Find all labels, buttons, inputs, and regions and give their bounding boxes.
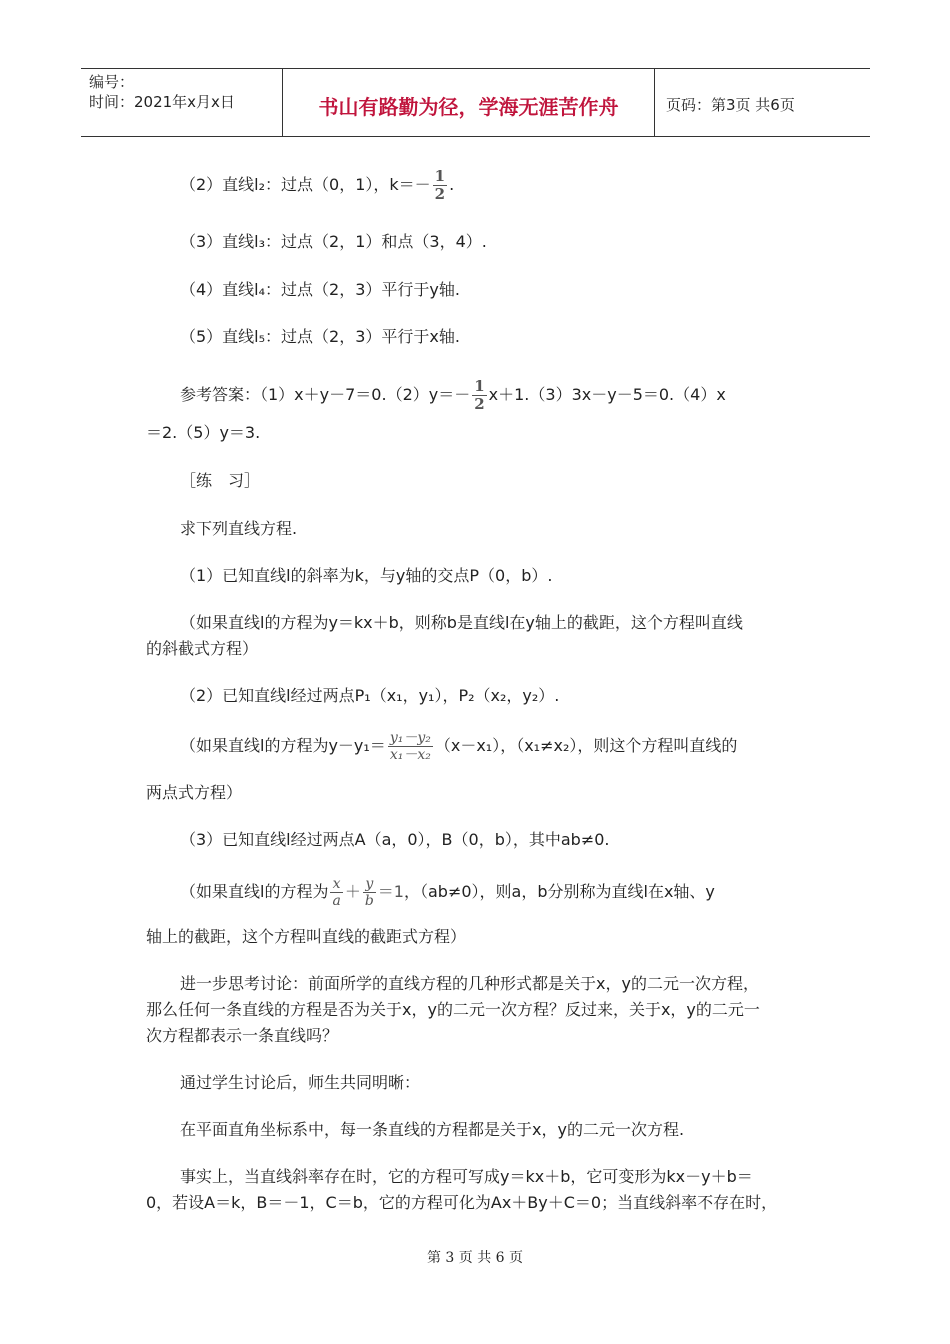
header-page-cell (654, 69, 870, 136)
q2-note-text-b: （x－x₁），（x₁≠x₂），则这个方程叫直线的 (434, 736, 738, 755)
think-line-b: 那么任何一条直线的方程是否为关于x，y的二元一次方程？反过来，关于x，y的二元一 (146, 1000, 760, 1019)
question-3: （3）已知直线l经过两点A（a，0），B（0，b），其中ab≠0. (180, 830, 610, 849)
practice-heading: ［练 习］ (180, 471, 261, 490)
item-l2-end: . (449, 175, 455, 194)
task-line: 求下列直线方程. (180, 519, 298, 538)
fraction-x-over-a (330, 876, 342, 909)
q2-note-text-a: （如果直线l的方程为y－y₁＝ (180, 736, 386, 755)
question-3-note-c: 轴上的截距，这个方程叫直线的截距式方程） (146, 927, 467, 946)
question-3-note-a (180, 876, 715, 909)
page-label: 页码：第3页 共6页 (666, 96, 795, 114)
page-header (81, 68, 870, 137)
item-l3: （3）直线l₃：过点（2，1）和点（3，4）. (180, 232, 487, 251)
q3-note-text-b: ，（ab≠0），则a，b分别称为直线l在x轴、y (403, 882, 715, 901)
question-2-note-a (180, 730, 737, 763)
motto: 书山有路勤为径，学海无涯苦作舟 (318, 95, 619, 119)
answer-line-2: ＝2.（5）y＝3. (146, 423, 261, 442)
question-2-note-c: 两点式方程） (146, 783, 243, 802)
think-line-a: 进一步思考讨论：前面所学的直线方程的几种形式都是关于x，y的二元一次方程， (180, 974, 759, 993)
item-l5: （5）直线l₅：过点（2，3）平行于x轴. (180, 327, 460, 346)
fraction-two-point (388, 730, 433, 763)
question-1-note-b: 的斜截式方程） (146, 639, 259, 658)
answer-line-1 (180, 378, 726, 413)
number-label: 编号： (89, 73, 135, 91)
fact-line-b: 0，若设A＝k，B＝－1，C＝b，它的方程可化为Ax＋By＋C＝0；当直线斜率不存在时， (146, 1193, 778, 1212)
plus-sign: ＋ (344, 882, 361, 901)
question-2: （2）已知直线l经过两点P₁（x₁，y₁），P₂（x₂，y₂）. (180, 686, 560, 705)
fraction-denominator: a (332, 893, 341, 909)
fraction-numerator: 1 (434, 167, 446, 185)
question-1-note-a: （如果直线l的方程为y＝kx＋b，则称b是直线l在y轴上的截距，这个方程叫直线 (180, 613, 743, 632)
fraction-y-over-b (363, 876, 376, 909)
fraction-denominator: b (364, 893, 374, 909)
discuss-line: 通过学生讨论后，师生共同明晰： (180, 1073, 421, 1092)
fraction-denominator: 2 (434, 185, 446, 203)
equals-one: ＝1 (377, 882, 404, 901)
header-motto-cell (282, 69, 655, 136)
fraction-denominator: x₁－x₂ (389, 747, 431, 763)
item-l2 (180, 168, 454, 203)
fraction-numerator: 1 (474, 377, 485, 395)
item-l2-text: （2）直线l₂：过点（0，1），k＝－ (180, 175, 431, 194)
claim-line: 在平面直角坐标系中，每一条直线的方程都是关于x，y的二元一次方程. (180, 1120, 685, 1139)
answer-text-b: x＋1.（3）3x－y－5＝0.（4）x (488, 385, 726, 404)
item-l4: （4）直线l₄：过点（2，3）平行于y轴. (180, 280, 460, 299)
fraction-one-half (433, 168, 447, 203)
page-footer: 第 3 页 共 6 页 (426, 1250, 524, 1266)
q3-note-text-a: （如果直线l的方程为 (180, 882, 329, 901)
fraction-denominator: 2 (474, 395, 485, 413)
time-label: 时间：2021年x月x日 (89, 93, 235, 111)
fraction-numerator: y₁－y₂ (389, 730, 431, 746)
fraction-numerator: y (363, 876, 376, 893)
header-meta (81, 69, 281, 136)
answer-text-a: 参考答案：（1）x＋y－7＝0.（2）y＝－ (180, 385, 471, 404)
think-line-c: 次方程都表示一条直线吗？ (146, 1026, 339, 1045)
fraction-one-half (472, 378, 486, 413)
question-1: （1）已知直线l的斜率为k，与y轴的交点P（0，b）. (180, 566, 553, 585)
fact-line-a: 事实上，当直线斜率存在时，它的方程可写成y＝kx＋b，它可变形为kx－y＋b＝ (180, 1167, 753, 1186)
fraction-numerator: x (330, 876, 342, 893)
